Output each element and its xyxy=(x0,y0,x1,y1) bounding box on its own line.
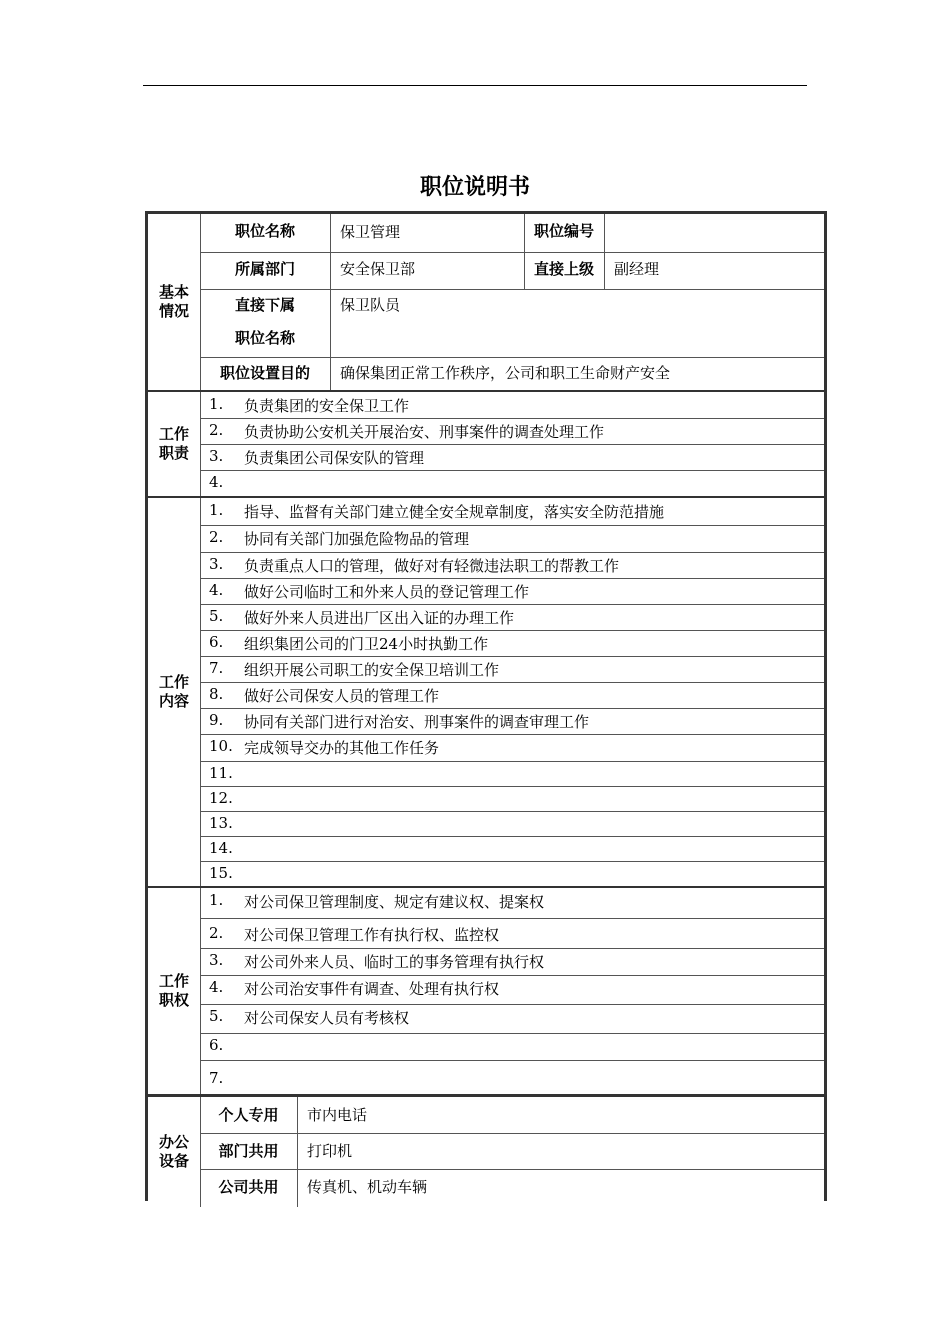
department-value: 安全保卫部 xyxy=(340,260,416,278)
subordinate-value: 保卫队员 xyxy=(340,296,401,314)
list-item: 4. xyxy=(209,473,224,491)
section-content xyxy=(148,496,824,886)
department-label: 所属部门 xyxy=(234,260,295,278)
list-item: 6. xyxy=(200,1033,824,1061)
basic-row-department xyxy=(200,252,824,290)
equipment-label: 部门共用 xyxy=(218,1142,279,1160)
list-item: 3. 负责集团公司保安队的管理 xyxy=(200,444,824,471)
list-item: 12. xyxy=(200,786,824,812)
equipment-label: 公司共用 xyxy=(218,1178,279,1196)
list-item: 10. 完成领导交办的其他工作任务 xyxy=(200,734,824,762)
list-item: 3. 对公司外来人员、临时工的事务管理有执行权 xyxy=(200,948,824,976)
list-item: 5. 做好外来人员进出厂区出入证的办理工作 xyxy=(200,604,824,631)
list-item: 5. 对公司保安人员有考核权 xyxy=(200,1004,824,1034)
supervisor-label: 直接上级 xyxy=(533,260,594,278)
purpose-label: 职位设置目的 xyxy=(219,364,310,382)
job-description-form xyxy=(145,211,827,1201)
header-rule xyxy=(143,85,807,86)
list-item: 11. xyxy=(200,761,824,787)
section-label-content: 工作内容 xyxy=(148,498,201,886)
list-item: 14. xyxy=(200,836,824,862)
list-item: 7. 组织开展公司职工的安全保卫培训工作 xyxy=(200,656,824,683)
equipment-value: 传真机、机动车辆 xyxy=(307,1178,428,1196)
list-item: 1. 负责集团的安全保卫工作 xyxy=(200,392,824,419)
list-item: 2. 协同有关部门加强危险物品的管理 xyxy=(200,525,824,553)
basic-row-subordinate xyxy=(200,289,824,358)
purpose-value: 确保集团正常工作秩序，公司和职工生命财产安全 xyxy=(340,364,671,382)
section-duties xyxy=(148,390,824,496)
page-title: 职位说明书 xyxy=(419,175,530,200)
list-item: 8. 做好公司保安人员的管理工作 xyxy=(200,682,824,709)
subordinate-label-1: 直接下属 xyxy=(234,296,295,314)
section-label-equipment: 办公设备 xyxy=(148,1097,201,1207)
list-item: 9. 协同有关部门进行对治安、刑事案件的调查审理工作 xyxy=(200,708,824,735)
equipment-value: 市内电话 xyxy=(307,1106,368,1124)
subordinate-label-2: 职位名称 xyxy=(234,329,295,347)
section-label-basic: 基本情况 xyxy=(148,214,201,390)
equipment-row xyxy=(200,1169,824,1207)
list-item: 3. 负责重点人口的管理，做好对有轻微违法职工的帮教工作 xyxy=(200,552,824,579)
list-item: 4. 做好公司临时工和外来人员的登记管理工作 xyxy=(200,578,824,605)
list-item: 7. xyxy=(209,1069,224,1087)
section-label-duties: 工作职责 xyxy=(148,392,201,496)
equipment-value: 打印机 xyxy=(307,1142,353,1160)
list-item: 2. 负责协助公安机关开展治安、刑事案件的调查处理工作 xyxy=(200,418,824,445)
position-name-label: 职位名称 xyxy=(234,222,295,240)
list-item: 6. 组织集团公司的门卫24小时执勤工作 xyxy=(200,630,824,657)
section-basic xyxy=(148,214,824,390)
position-name-value: 保卫管理 xyxy=(340,223,401,241)
list-item: 15. xyxy=(209,864,233,882)
list-item: 4. 对公司治安事件有调查、处理有执行权 xyxy=(200,975,824,1005)
section-authority xyxy=(148,886,824,1094)
equipment-row xyxy=(200,1097,824,1134)
basic-row-position xyxy=(200,214,824,253)
position-code-label: 职位编号 xyxy=(533,222,594,240)
list-item: 1. 指导、监督有关部门建立健全安全规章制度，落实安全防范措施 xyxy=(200,498,824,526)
equipment-row xyxy=(200,1133,824,1170)
list-item: 1. 对公司保卫管理制度、规定有建议权、提案权 xyxy=(200,888,824,919)
list-item: 13. xyxy=(200,811,824,837)
section-label-authority: 工作职权 xyxy=(148,888,201,1094)
basic-row-purpose xyxy=(200,357,824,390)
section-equipment xyxy=(148,1094,824,1207)
equipment-label: 个人专用 xyxy=(218,1106,279,1124)
supervisor-value: 副经理 xyxy=(614,260,660,278)
list-item: 2. 对公司保卫管理工作有执行权、监控权 xyxy=(200,918,824,949)
